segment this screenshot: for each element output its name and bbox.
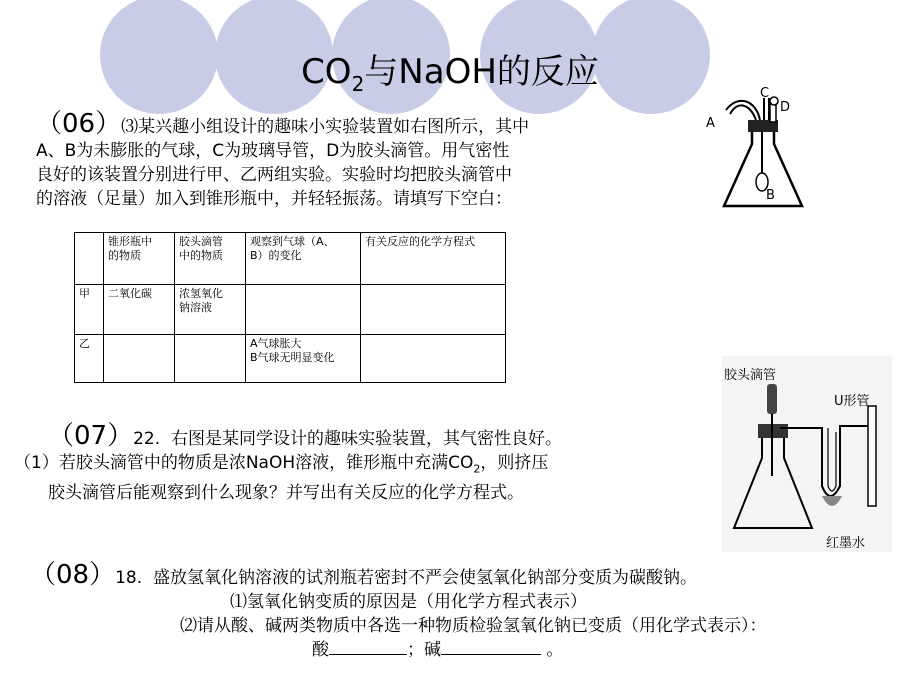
flask-drawing	[702, 84, 822, 214]
table-header-cell: 锥形瓶中 的物质	[104, 233, 175, 285]
label-u-tube: U形管	[834, 394, 870, 409]
q06-text	[36, 109, 676, 211]
table-cell	[246, 285, 361, 335]
balloon-flask-figure	[702, 84, 822, 214]
table-cell: A气球胀大 B气球无明显变化	[246, 335, 361, 383]
q06-line-4: 的溶液（足量）加入到锥形瓶中，并轻轻振荡。请填写下空白：	[36, 189, 512, 209]
label-a: A	[706, 116, 715, 131]
table-cell	[361, 285, 506, 335]
acid-label: 酸	[312, 640, 329, 660]
base-blank[interactable]	[441, 638, 541, 655]
q07-text: （07）22. 右图是某同学设计的趣味实验装置，其气密性良好。 （1）若胶头滴管中的物质是浓NaOH溶液，锥形瓶中充满$CO_2$，则挤压 胶头滴管后能观察到什么现象？并写出有关反应的化学方程式。	[14, 421, 562, 504]
u-tube-drawing	[722, 356, 892, 552]
table-header-cell: 观察到气球（A、 B）的变化	[246, 233, 361, 285]
q08-text: （08）18. 盛放氢氧化钠溶液的试剂瓶若密封不严会使氢氧化钠部分变质为碳酸钠。 ⑴氢氧化钠变质的原因是（用化学方程式表示） ⑵请从酸、碱两类物质中各选一种物质检验氢氧化钠已变质（用化学式表示）： 酸 ；碱 。	[30, 560, 767, 660]
base-label: 碱	[424, 640, 441, 660]
table-header-cell	[75, 233, 104, 285]
table-cell	[104, 335, 175, 383]
table-header-cell: 有关反应的化学方程式	[361, 233, 506, 285]
q06-line-3: 良好的该装置分别进行甲、乙两组实验。实验时均把胶头滴管中	[36, 165, 512, 185]
label-b: B	[766, 188, 775, 203]
table-cell: 浓氢氧化 钠溶液	[175, 285, 246, 335]
q06-line-2: A、B为未膨胀的气球，C为玻璃导管，D为胶头滴管。用气密性	[36, 141, 510, 161]
table-row	[75, 335, 506, 383]
table-header-cell: 胶头滴管 中的物质	[175, 233, 246, 285]
u-tube-figure	[722, 356, 892, 552]
table-cell	[361, 335, 506, 383]
label-dropper: 胶头滴管	[724, 368, 777, 383]
q06-table	[74, 232, 506, 383]
label-c: C	[760, 86, 770, 101]
q08-tag: （08）	[30, 560, 116, 590]
table-cell: 甲	[75, 285, 104, 335]
q06-tag: （06）	[36, 109, 122, 139]
q06-line-1: ⑶某兴趣小组设计的趣味小实验装置如右图所示，其中	[121, 117, 530, 137]
table-cell	[175, 335, 246, 383]
table-cell: 二氧化碳	[104, 285, 175, 335]
table-row	[75, 285, 506, 335]
acid-blank[interactable]	[329, 638, 407, 655]
page-title: $CO_2$与NaOH的反应	[301, 52, 599, 96]
label-d: D	[780, 100, 791, 115]
table-header-row	[75, 233, 506, 285]
table-cell: 乙	[75, 335, 104, 383]
label-red-ink: 红墨水	[826, 536, 866, 551]
q07-tag: （07）	[48, 421, 134, 451]
